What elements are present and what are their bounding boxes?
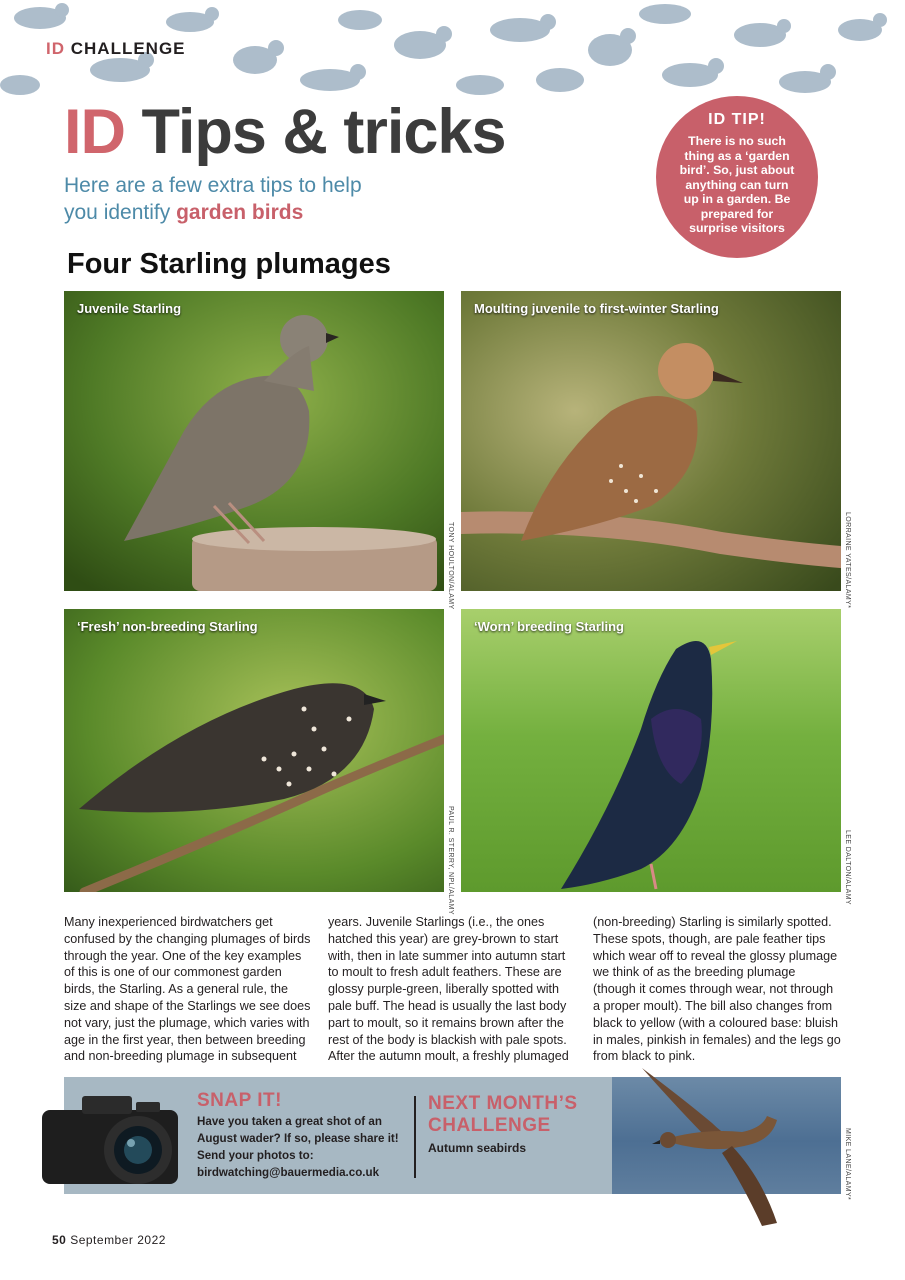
id-tip-title: ID TIP! xyxy=(708,111,766,128)
photo-moulting-starling xyxy=(461,291,841,591)
section-title: Four Starling plumages xyxy=(67,248,391,280)
photo-credit: LORRAINE YATES/ALAMY* xyxy=(844,512,851,609)
body-column-3: (non-breeding) Starling is similarly spotted. These spots, though, are pale feather tips which wear off to reveal the glossy plumage we think of as the breeding plumage (though it comes through wear, not through a proper moult). The bill also changes from black to yellow (with a coloured base: bluish in males, pinkish in females) and the legs go from black to pink. xyxy=(593,915,841,1064)
photo-credit: LEE DALTON/ALAMY xyxy=(844,830,851,905)
photo-label: ‘Worn’ breeding Starling xyxy=(474,619,624,634)
next-month-topic: Autumn seabirds xyxy=(428,1141,527,1155)
id-tip-body: There is no such thing as a ‘garden bird’. So, just about anything can turn up in a garden. Be prepared for surprise visitors xyxy=(679,134,795,235)
next-month-title: NEXT MONTH’S CHALLENGE xyxy=(428,1093,578,1136)
juvenile-starling-image xyxy=(64,291,444,591)
fresh-starling-image xyxy=(64,609,444,892)
standfirst xyxy=(64,172,424,226)
body-column-1: Many inexperienced birdwatchers get confused by the changing plumages of birds through the year. One of the key examples of this is one of our commonest garden birds, the Starling. As a general rule, the size and shape of the Starlings we see does not vary, just the plumage, which varies with age in the first year, then between breeding and non-breeding plumage in subsequent xyxy=(64,915,311,1064)
standfirst-highlight: garden birds xyxy=(176,201,304,224)
body-column-2: years. Juvenile Starlings (i.e., the ones hatched this year) are grey-brown to start with, then in late summer into autumn start to moult to fresh adult feathers. These are glossy purple-green, liberally spotted with pale buff. The head is usually the last body part to moult, so it remains brown after the rest of the body is blackish with pale spots. After the autumn moult, a freshly plumaged xyxy=(328,915,569,1064)
photo-label: ‘Fresh’ non-breeding Starling xyxy=(77,619,258,634)
photo-label: Juvenile Starling xyxy=(77,301,182,316)
id-tip-badge xyxy=(656,96,818,258)
page-number: 50 xyxy=(52,1233,67,1247)
camera-icon xyxy=(38,1092,184,1186)
photo-credit: TONY HOULTON/ALAMY xyxy=(447,522,454,610)
snap-it-body: Have you taken a great shot of an August wader? If so, please share it! Send your photos to: birdwatching@bauermedia.co.uk xyxy=(197,1115,399,1179)
page-title-rest: Tips & tricks xyxy=(141,97,506,167)
section-kicker xyxy=(46,39,186,59)
page-footer xyxy=(52,1233,166,1247)
skua-illustration xyxy=(612,1058,841,1233)
panel-divider xyxy=(414,1096,416,1178)
standfirst-line2-prefix: you identify xyxy=(64,201,171,224)
page-title xyxy=(64,96,506,168)
photo-label: Moulting juvenile to first-winter Starling xyxy=(474,301,719,316)
standfirst-line1: Here are a few extra tips to help xyxy=(64,174,362,197)
photo-fresh-starling xyxy=(64,609,444,892)
moulting-starling-image xyxy=(461,291,841,591)
snap-it-title: SNAP IT! xyxy=(197,1090,282,1111)
page-title-id: ID xyxy=(64,97,125,167)
issue-date: September 2022 xyxy=(70,1233,166,1247)
photo-credit: MIKE LANE/ALAMY* xyxy=(844,1128,851,1201)
kicker-id: ID xyxy=(46,39,65,58)
worn-starling-image xyxy=(461,609,841,892)
photo-credit: PAUL R. STERRY, NPL/ALAMY xyxy=(447,806,454,915)
photo-juvenile-starling xyxy=(64,291,444,591)
kicker-challenge: CHALLENGE xyxy=(70,39,186,58)
photo-worn-starling xyxy=(461,609,841,892)
